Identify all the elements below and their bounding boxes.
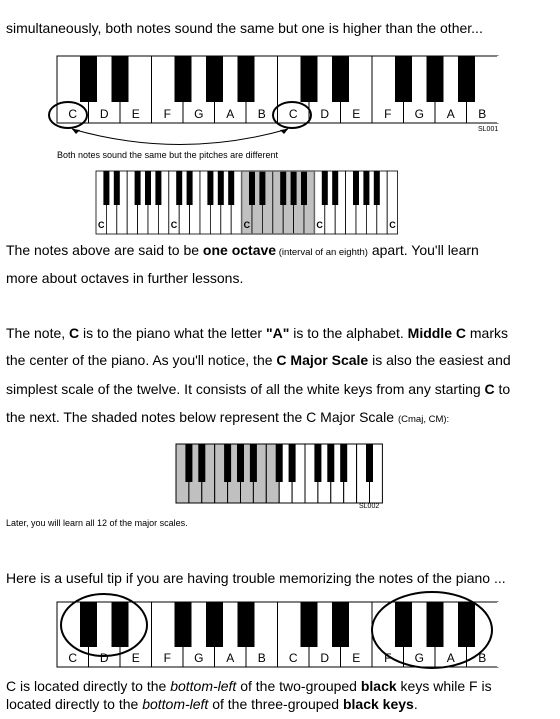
black-key xyxy=(135,171,141,205)
black-key xyxy=(114,171,120,205)
black-key xyxy=(175,602,192,647)
note-label: E xyxy=(131,651,140,665)
black-key xyxy=(332,56,349,102)
paragraph-middle-c-line-1: The note, C is to the piano what the letter "A" is to the alphabet. Middle C marks xyxy=(6,325,508,341)
paragraph-middle-c-line-2: the center of the piano. As you'll notice, the C Major Scale is also the easiest and xyxy=(6,352,511,368)
paragraph-octave-line-1: The notes above are said to be one octave (interval of an eighth) apart. You'll learn xyxy=(6,242,479,258)
black-key xyxy=(145,171,151,205)
black-key xyxy=(103,171,109,205)
black-key xyxy=(228,171,234,205)
black-key xyxy=(395,602,412,647)
note-label: G xyxy=(194,651,204,665)
black-key xyxy=(301,602,318,647)
note-label: G xyxy=(194,107,204,121)
c-label: C xyxy=(389,220,396,230)
black-key xyxy=(395,56,412,102)
black-key xyxy=(176,171,182,205)
black-key xyxy=(112,56,129,102)
later-caption: Later, you will learn all 12 of the major scales. xyxy=(6,518,188,528)
note-label: F xyxy=(163,107,171,121)
octave-caption: Both notes sound the same but the pitches are different xyxy=(57,150,278,160)
note-label: C xyxy=(68,651,78,665)
text-line-1: simultaneously, both notes sound the same but one is higher than the other... xyxy=(6,20,483,36)
black-key xyxy=(280,171,286,205)
arrowhead-right xyxy=(280,129,288,134)
black-key xyxy=(80,56,97,102)
black-key xyxy=(427,56,444,102)
black-key xyxy=(340,444,347,482)
c-label: C xyxy=(170,220,178,230)
black-key xyxy=(198,444,205,482)
black-key xyxy=(238,56,255,102)
black-key xyxy=(259,171,265,205)
black-key xyxy=(363,171,369,205)
note-label: E xyxy=(352,651,361,665)
black-key xyxy=(332,171,338,205)
note-label: E xyxy=(131,107,140,121)
octave-arrow xyxy=(72,129,288,145)
paragraph-octave-line-2: more about octaves in further lessons. xyxy=(6,270,244,286)
black-key xyxy=(249,171,255,205)
black-key xyxy=(207,171,213,205)
black-key xyxy=(427,602,444,647)
note-label: G xyxy=(414,651,424,665)
note-label: C xyxy=(68,107,78,121)
black-key xyxy=(155,171,161,205)
note-label: B xyxy=(257,651,266,665)
c-label: C xyxy=(98,220,105,230)
paragraph-middle-c-line-3: simplest scale of the twelve. It consists of all the white keys from any starting C to xyxy=(6,381,511,397)
paragraph-tip-line-2: located directly to the bottom-left of the three-grouped black keys. xyxy=(6,696,418,712)
black-key xyxy=(289,444,296,482)
black-key xyxy=(112,602,129,647)
black-key xyxy=(458,56,475,102)
note-label: B xyxy=(257,107,266,121)
black-key xyxy=(224,444,231,482)
note-label: C xyxy=(288,651,298,665)
tip-line: Here is a useful tip if you are having trouble memorizing the notes of the piano ... xyxy=(6,570,506,586)
note-label: E xyxy=(352,107,361,121)
note-label: A xyxy=(446,651,455,665)
note-label: D xyxy=(320,107,330,121)
black-key xyxy=(218,171,224,205)
note-label: G xyxy=(414,107,424,121)
black-key xyxy=(206,602,223,647)
note-label: C xyxy=(288,107,298,121)
black-key xyxy=(332,602,349,647)
diagram-code-sl002: SL002 xyxy=(359,503,380,510)
note-label: A xyxy=(226,107,235,121)
note-label: B xyxy=(478,651,487,665)
black-key xyxy=(80,602,97,647)
c-label: C xyxy=(243,220,251,230)
note-label: F xyxy=(384,651,392,665)
black-key xyxy=(185,444,192,482)
note-label: D xyxy=(99,107,109,121)
note-label: F xyxy=(384,107,392,121)
diagram-code-sl001: SL001 xyxy=(478,126,499,133)
note-label: D xyxy=(320,651,330,665)
arrowhead-left xyxy=(72,129,80,134)
black-key xyxy=(250,444,257,482)
black-key xyxy=(353,171,359,205)
black-key xyxy=(237,444,244,482)
paragraph-tip-line-1: C is located directly to the bottom-left of the two-grouped black keys while F is xyxy=(6,678,492,694)
black-key xyxy=(291,171,297,205)
note-label: A xyxy=(226,651,235,665)
paragraph-middle-c-line-4: the next. The shaded notes below represent the C Major Scale (Cmaj, CM): xyxy=(6,409,450,425)
black-key xyxy=(175,56,192,102)
black-key xyxy=(327,444,334,482)
black-key xyxy=(322,171,328,205)
black-key xyxy=(206,56,223,102)
note-label: D xyxy=(99,651,109,665)
note-label: F xyxy=(163,651,171,665)
black-key xyxy=(238,602,255,647)
c-label: C xyxy=(316,220,323,230)
black-key xyxy=(366,444,373,482)
black-key xyxy=(187,171,193,205)
black-key xyxy=(301,171,307,205)
black-key xyxy=(276,444,283,482)
black-key xyxy=(301,56,318,102)
note-label: A xyxy=(446,107,455,121)
black-key xyxy=(458,602,475,647)
note-label: B xyxy=(478,107,487,121)
black-key xyxy=(374,171,380,205)
black-key xyxy=(314,444,321,482)
